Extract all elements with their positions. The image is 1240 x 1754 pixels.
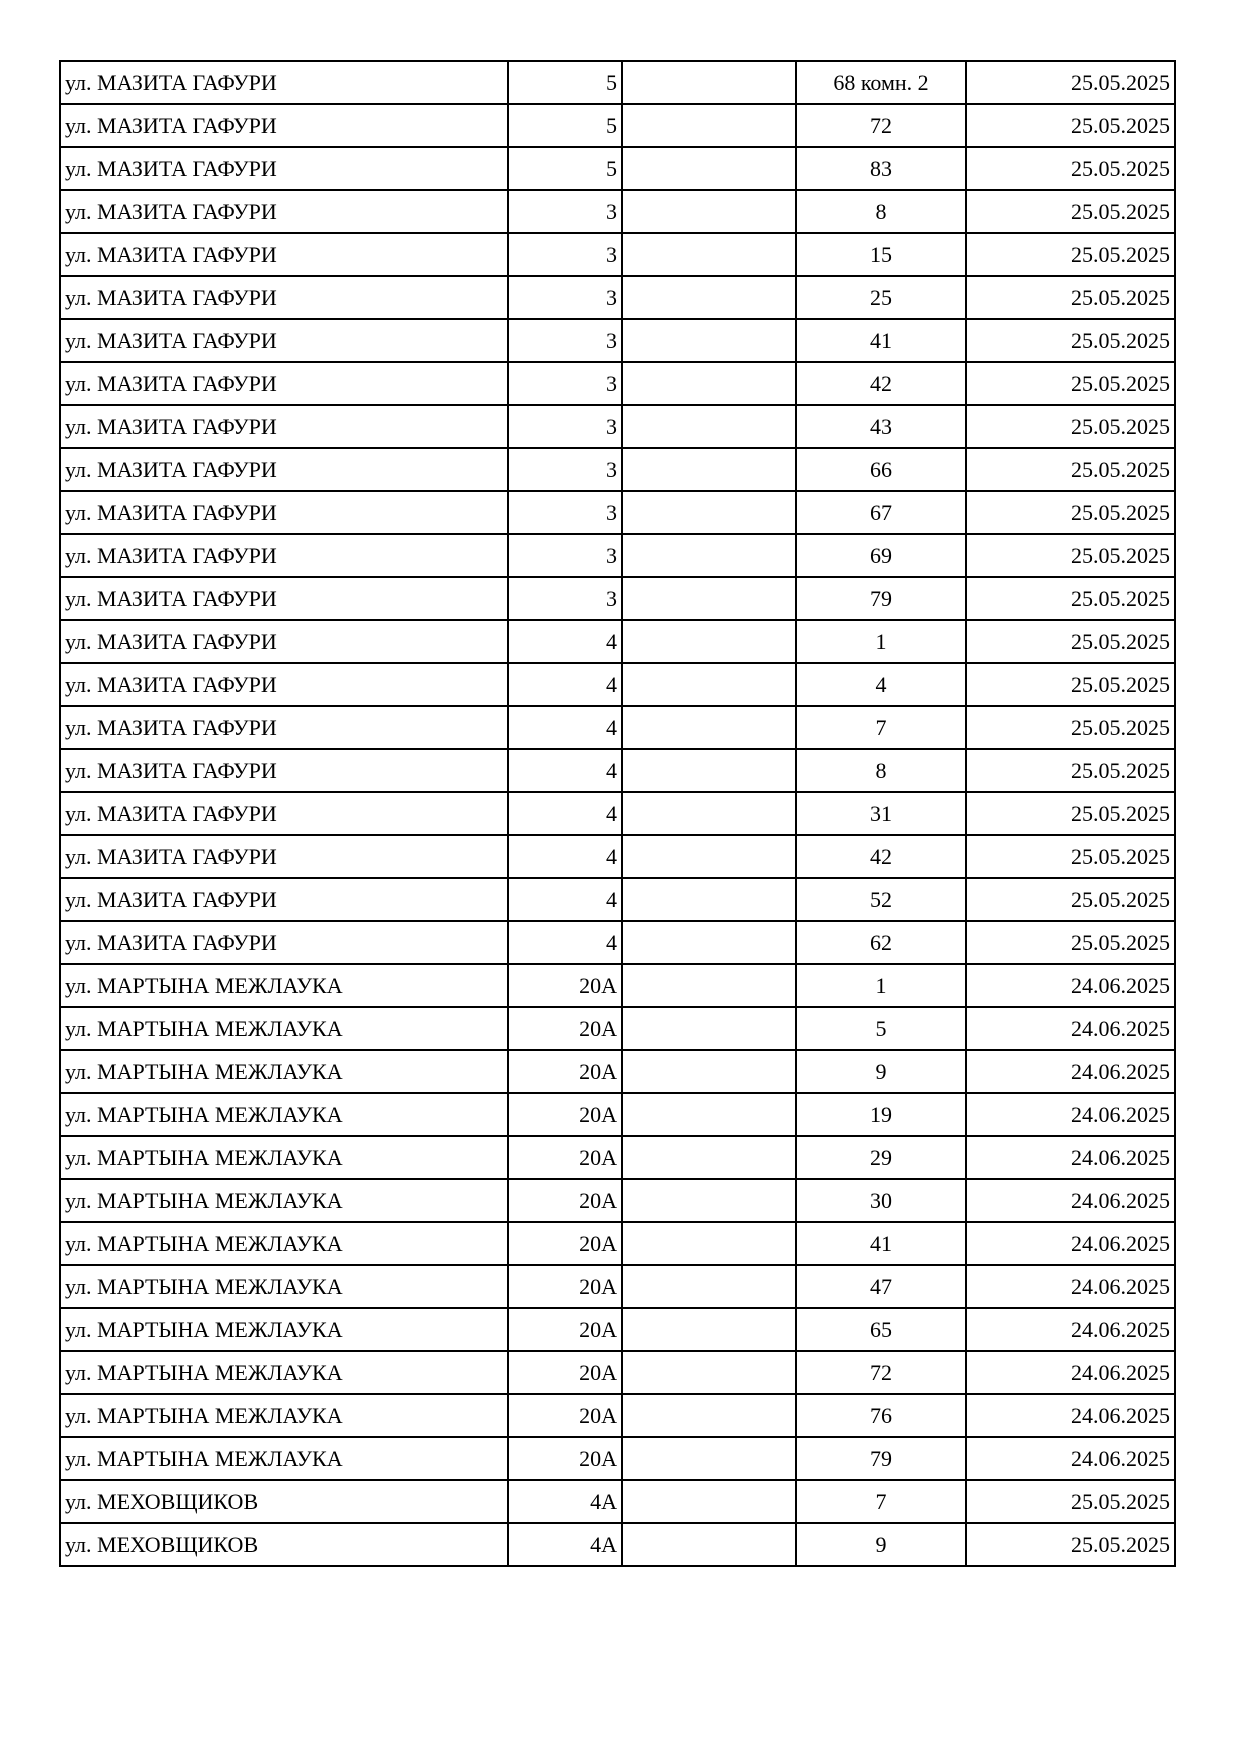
house-number-cell: 20А bbox=[508, 1265, 622, 1308]
apartment-cell: 1 bbox=[796, 964, 966, 1007]
date-cell: 25.05.2025 bbox=[966, 878, 1175, 921]
table-row bbox=[60, 663, 1175, 706]
blank-cell bbox=[622, 319, 796, 362]
table-row bbox=[60, 1308, 1175, 1351]
apartment-cell: 79 bbox=[796, 1437, 966, 1480]
blank-cell bbox=[622, 577, 796, 620]
table-row bbox=[60, 104, 1175, 147]
date-cell: 25.05.2025 bbox=[966, 620, 1175, 663]
apartment-cell: 72 bbox=[796, 104, 966, 147]
apartment-cell: 43 bbox=[796, 405, 966, 448]
apartment-cell: 8 bbox=[796, 749, 966, 792]
table-row bbox=[60, 1222, 1175, 1265]
street-cell: ул. МАРТЫНА МЕЖЛАУКА bbox=[60, 1179, 508, 1222]
house-number-cell: 4 bbox=[508, 749, 622, 792]
table-row bbox=[60, 1093, 1175, 1136]
house-number-cell: 20А bbox=[508, 1093, 622, 1136]
date-cell: 25.05.2025 bbox=[966, 706, 1175, 749]
table-row bbox=[60, 1437, 1175, 1480]
apartment-cell: 41 bbox=[796, 1222, 966, 1265]
blank-cell bbox=[622, 448, 796, 491]
blank-cell bbox=[622, 1523, 796, 1566]
date-cell: 24.06.2025 bbox=[966, 1179, 1175, 1222]
street-cell: ул. МАЗИТА ГАФУРИ bbox=[60, 577, 508, 620]
house-number-cell: 3 bbox=[508, 233, 622, 276]
table-row bbox=[60, 835, 1175, 878]
blank-cell bbox=[622, 706, 796, 749]
blank-cell bbox=[622, 104, 796, 147]
blank-cell bbox=[622, 405, 796, 448]
date-cell: 25.05.2025 bbox=[966, 362, 1175, 405]
blank-cell bbox=[622, 276, 796, 319]
date-cell: 25.05.2025 bbox=[966, 792, 1175, 835]
street-cell: ул. МАРТЫНА МЕЖЛАУКА bbox=[60, 1222, 508, 1265]
blank-cell bbox=[622, 233, 796, 276]
street-cell: ул. МАРТЫНА МЕЖЛАУКА bbox=[60, 1007, 508, 1050]
date-cell: 24.06.2025 bbox=[966, 1394, 1175, 1437]
table-row bbox=[60, 878, 1175, 921]
house-number-cell: 3 bbox=[508, 405, 622, 448]
table-row bbox=[60, 1179, 1175, 1222]
apartment-cell: 7 bbox=[796, 1480, 966, 1523]
street-cell: ул. МАРТЫНА МЕЖЛАУКА bbox=[60, 1093, 508, 1136]
house-number-cell: 3 bbox=[508, 577, 622, 620]
blank-cell bbox=[622, 921, 796, 964]
apartment-cell: 66 bbox=[796, 448, 966, 491]
table-row bbox=[60, 1480, 1175, 1523]
table-row bbox=[60, 147, 1175, 190]
house-number-cell: 20А bbox=[508, 1222, 622, 1265]
house-number-cell: 3 bbox=[508, 448, 622, 491]
blank-cell bbox=[622, 534, 796, 577]
date-cell: 25.05.2025 bbox=[966, 835, 1175, 878]
blank-cell bbox=[622, 1222, 796, 1265]
house-number-cell: 4А bbox=[508, 1480, 622, 1523]
table-row bbox=[60, 491, 1175, 534]
street-cell: ул. МАЗИТА ГАФУРИ bbox=[60, 448, 508, 491]
date-cell: 25.05.2025 bbox=[966, 104, 1175, 147]
date-cell: 25.05.2025 bbox=[966, 534, 1175, 577]
apartment-cell: 1 bbox=[796, 620, 966, 663]
street-cell: ул. МАЗИТА ГАФУРИ bbox=[60, 362, 508, 405]
date-cell: 25.05.2025 bbox=[966, 233, 1175, 276]
house-number-cell: 3 bbox=[508, 276, 622, 319]
blank-cell bbox=[622, 1093, 796, 1136]
street-cell: ул. МАРТЫНА МЕЖЛАУКА bbox=[60, 1437, 508, 1480]
house-number-cell: 20А bbox=[508, 1394, 622, 1437]
apartment-cell: 4 bbox=[796, 663, 966, 706]
street-cell: ул. МАЗИТА ГАФУРИ bbox=[60, 491, 508, 534]
house-number-cell: 20А bbox=[508, 1136, 622, 1179]
street-cell: ул. МАЗИТА ГАФУРИ bbox=[60, 706, 508, 749]
street-cell: ул. МЕХОВЩИКОВ bbox=[60, 1480, 508, 1523]
street-cell: ул. МАРТЫНА МЕЖЛАУКА bbox=[60, 964, 508, 1007]
house-number-cell: 3 bbox=[508, 190, 622, 233]
apartment-cell: 29 bbox=[796, 1136, 966, 1179]
house-number-cell: 5 bbox=[508, 147, 622, 190]
table-row bbox=[60, 319, 1175, 362]
street-cell: ул. МАЗИТА ГАФУРИ bbox=[60, 663, 508, 706]
house-number-cell: 20А bbox=[508, 1351, 622, 1394]
table-row bbox=[60, 1050, 1175, 1093]
table-row bbox=[60, 276, 1175, 319]
blank-cell bbox=[622, 964, 796, 1007]
blank-cell bbox=[622, 620, 796, 663]
street-cell: ул. МАЗИТА ГАФУРИ bbox=[60, 878, 508, 921]
date-cell: 25.05.2025 bbox=[966, 448, 1175, 491]
house-number-cell: 5 bbox=[508, 61, 622, 104]
house-number-cell: 20А bbox=[508, 1007, 622, 1050]
address-table-body bbox=[60, 61, 1175, 1566]
street-cell: ул. МАЗИТА ГАФУРИ bbox=[60, 319, 508, 362]
apartment-cell: 67 bbox=[796, 491, 966, 534]
date-cell: 25.05.2025 bbox=[966, 749, 1175, 792]
date-cell: 25.05.2025 bbox=[966, 921, 1175, 964]
blank-cell bbox=[622, 1351, 796, 1394]
date-cell: 25.05.2025 bbox=[966, 405, 1175, 448]
table-row bbox=[60, 61, 1175, 104]
house-number-cell: 3 bbox=[508, 534, 622, 577]
blank-cell bbox=[622, 1050, 796, 1093]
house-number-cell: 4А bbox=[508, 1523, 622, 1566]
street-cell: ул. МАЗИТА ГАФУРИ bbox=[60, 190, 508, 233]
blank-cell bbox=[622, 190, 796, 233]
table-row bbox=[60, 1265, 1175, 1308]
street-cell: ул. МАЗИТА ГАФУРИ bbox=[60, 921, 508, 964]
apartment-cell: 68 комн. 2 bbox=[796, 61, 966, 104]
street-cell: ул. МАЗИТА ГАФУРИ bbox=[60, 620, 508, 663]
date-cell: 25.05.2025 bbox=[966, 319, 1175, 362]
blank-cell bbox=[622, 1308, 796, 1351]
table-row bbox=[60, 1136, 1175, 1179]
apartment-cell: 79 bbox=[796, 577, 966, 620]
apartment-cell: 42 bbox=[796, 835, 966, 878]
street-cell: ул. МАЗИТА ГАФУРИ bbox=[60, 835, 508, 878]
house-number-cell: 4 bbox=[508, 835, 622, 878]
table-row bbox=[60, 749, 1175, 792]
house-number-cell: 4 bbox=[508, 921, 622, 964]
apartment-cell: 15 bbox=[796, 233, 966, 276]
street-cell: ул. МЕХОВЩИКОВ bbox=[60, 1523, 508, 1566]
blank-cell bbox=[622, 1179, 796, 1222]
table-row bbox=[60, 792, 1175, 835]
house-number-cell: 3 bbox=[508, 362, 622, 405]
house-number-cell: 4 bbox=[508, 620, 622, 663]
house-number-cell: 20А bbox=[508, 1179, 622, 1222]
street-cell: ул. МАРТЫНА МЕЖЛАУКА bbox=[60, 1308, 508, 1351]
date-cell: 24.06.2025 bbox=[966, 964, 1175, 1007]
house-number-cell: 20А bbox=[508, 964, 622, 1007]
apartment-cell: 9 bbox=[796, 1523, 966, 1566]
date-cell: 25.05.2025 bbox=[966, 663, 1175, 706]
table-row bbox=[60, 233, 1175, 276]
blank-cell bbox=[622, 1437, 796, 1480]
apartment-cell: 5 bbox=[796, 1007, 966, 1050]
date-cell: 24.06.2025 bbox=[966, 1351, 1175, 1394]
house-number-cell: 3 bbox=[508, 319, 622, 362]
date-cell: 25.05.2025 bbox=[966, 577, 1175, 620]
apartment-cell: 25 bbox=[796, 276, 966, 319]
date-cell: 25.05.2025 bbox=[966, 147, 1175, 190]
date-cell: 25.05.2025 bbox=[966, 61, 1175, 104]
house-number-cell: 5 bbox=[508, 104, 622, 147]
apartment-cell: 9 bbox=[796, 1050, 966, 1093]
date-cell: 24.06.2025 bbox=[966, 1222, 1175, 1265]
date-cell: 25.05.2025 bbox=[966, 491, 1175, 534]
street-cell: ул. МАРТЫНА МЕЖЛАУКА bbox=[60, 1136, 508, 1179]
apartment-cell: 83 bbox=[796, 147, 966, 190]
table-row bbox=[60, 1351, 1175, 1394]
date-cell: 25.05.2025 bbox=[966, 190, 1175, 233]
blank-cell bbox=[622, 1136, 796, 1179]
date-cell: 25.05.2025 bbox=[966, 276, 1175, 319]
blank-cell bbox=[622, 792, 796, 835]
table-row bbox=[60, 577, 1175, 620]
street-cell: ул. МАЗИТА ГАФУРИ bbox=[60, 147, 508, 190]
date-cell: 24.06.2025 bbox=[966, 1050, 1175, 1093]
apartment-cell: 8 bbox=[796, 190, 966, 233]
street-cell: ул. МАЗИТА ГАФУРИ bbox=[60, 233, 508, 276]
apartment-cell: 31 bbox=[796, 792, 966, 835]
address-table bbox=[59, 60, 1176, 1567]
house-number-cell: 4 bbox=[508, 792, 622, 835]
table-row bbox=[60, 448, 1175, 491]
house-number-cell: 4 bbox=[508, 663, 622, 706]
date-cell: 25.05.2025 bbox=[966, 1480, 1175, 1523]
apartment-cell: 69 bbox=[796, 534, 966, 577]
house-number-cell: 3 bbox=[508, 491, 622, 534]
date-cell: 24.06.2025 bbox=[966, 1265, 1175, 1308]
date-cell: 24.06.2025 bbox=[966, 1136, 1175, 1179]
apartment-cell: 41 bbox=[796, 319, 966, 362]
blank-cell bbox=[622, 749, 796, 792]
house-number-cell: 20А bbox=[508, 1437, 622, 1480]
street-cell: ул. МАЗИТА ГАФУРИ bbox=[60, 405, 508, 448]
house-number-cell: 20А bbox=[508, 1050, 622, 1093]
street-cell: ул. МАЗИТА ГАФУРИ bbox=[60, 61, 508, 104]
house-number-cell: 4 bbox=[508, 878, 622, 921]
street-cell: ул. МАЗИТА ГАФУРИ bbox=[60, 276, 508, 319]
apartment-cell: 47 bbox=[796, 1265, 966, 1308]
apartment-cell: 76 bbox=[796, 1394, 966, 1437]
street-cell: ул. МАЗИТА ГАФУРИ bbox=[60, 749, 508, 792]
street-cell: ул. МАЗИТА ГАФУРИ bbox=[60, 792, 508, 835]
street-cell: ул. МАЗИТА ГАФУРИ bbox=[60, 534, 508, 577]
date-cell: 24.06.2025 bbox=[966, 1093, 1175, 1136]
blank-cell bbox=[622, 1394, 796, 1437]
apartment-cell: 62 bbox=[796, 921, 966, 964]
apartment-cell: 19 bbox=[796, 1093, 966, 1136]
table-row bbox=[60, 1007, 1175, 1050]
date-cell: 24.06.2025 bbox=[966, 1308, 1175, 1351]
apartment-cell: 65 bbox=[796, 1308, 966, 1351]
table-row bbox=[60, 190, 1175, 233]
date-cell: 24.06.2025 bbox=[966, 1437, 1175, 1480]
street-cell: ул. МАРТЫНА МЕЖЛАУКА bbox=[60, 1351, 508, 1394]
table-row bbox=[60, 362, 1175, 405]
street-cell: ул. МАРТЫНА МЕЖЛАУКА bbox=[60, 1265, 508, 1308]
table-row bbox=[60, 921, 1175, 964]
table-row bbox=[60, 534, 1175, 577]
blank-cell bbox=[622, 835, 796, 878]
blank-cell bbox=[622, 878, 796, 921]
street-cell: ул. МАРТЫНА МЕЖЛАУКА bbox=[60, 1050, 508, 1093]
blank-cell bbox=[622, 663, 796, 706]
table-row bbox=[60, 706, 1175, 749]
apartment-cell: 42 bbox=[796, 362, 966, 405]
blank-cell bbox=[622, 362, 796, 405]
blank-cell bbox=[622, 1480, 796, 1523]
table-row bbox=[60, 1523, 1175, 1566]
blank-cell bbox=[622, 147, 796, 190]
table-row bbox=[60, 620, 1175, 663]
apartment-cell: 52 bbox=[796, 878, 966, 921]
apartment-cell: 72 bbox=[796, 1351, 966, 1394]
blank-cell bbox=[622, 491, 796, 534]
house-number-cell: 20А bbox=[508, 1308, 622, 1351]
street-cell: ул. МАЗИТА ГАФУРИ bbox=[60, 104, 508, 147]
blank-cell bbox=[622, 61, 796, 104]
house-number-cell: 4 bbox=[508, 706, 622, 749]
table-row bbox=[60, 405, 1175, 448]
blank-cell bbox=[622, 1265, 796, 1308]
table-row bbox=[60, 964, 1175, 1007]
table-row bbox=[60, 1394, 1175, 1437]
blank-cell bbox=[622, 1007, 796, 1050]
date-cell: 24.06.2025 bbox=[966, 1007, 1175, 1050]
street-cell: ул. МАРТЫНА МЕЖЛАУКА bbox=[60, 1394, 508, 1437]
apartment-cell: 30 bbox=[796, 1179, 966, 1222]
date-cell: 25.05.2025 bbox=[966, 1523, 1175, 1566]
apartment-cell: 7 bbox=[796, 706, 966, 749]
